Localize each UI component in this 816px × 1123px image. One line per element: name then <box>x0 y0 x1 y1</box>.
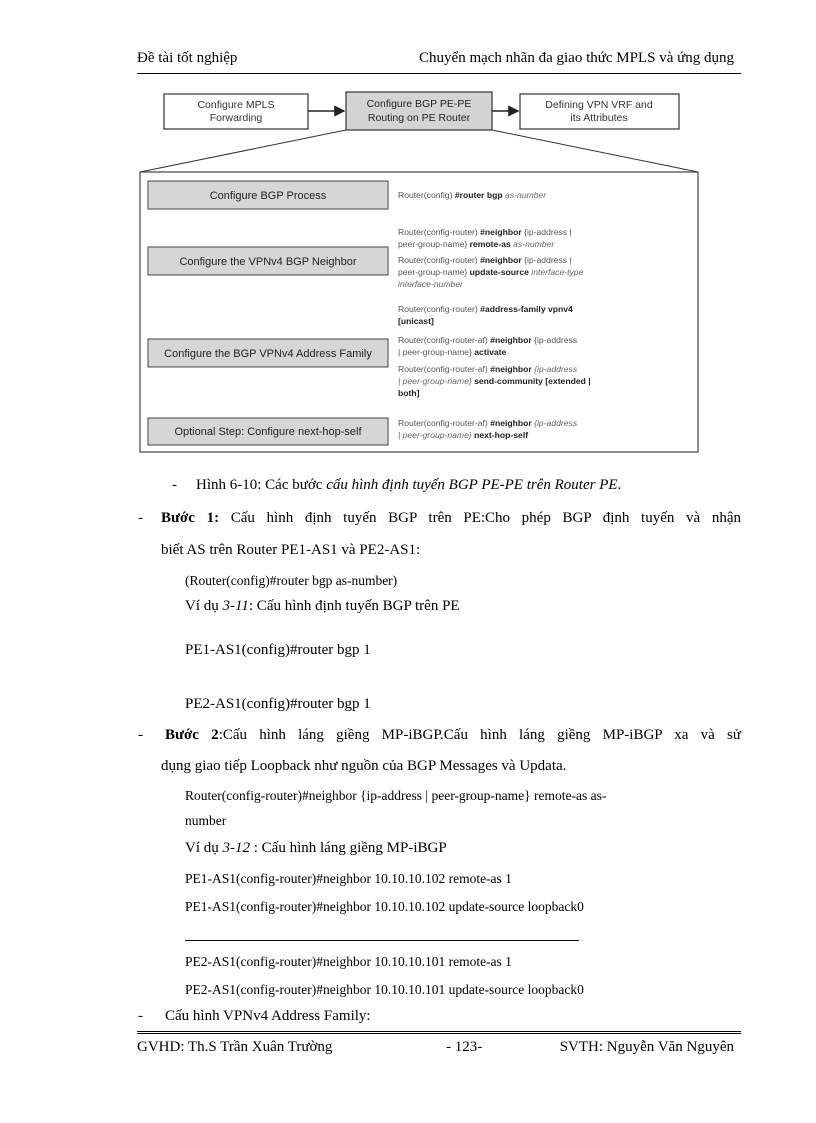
step-3-label: Configure the BGP VPNv4 Address Family <box>164 348 372 360</box>
cmd-both: both] <box>398 388 420 398</box>
cmd-neighbor-1: Router(config-router) #neighbor {ip-address | <box>398 227 572 237</box>
step1-line1: Bước 1: Cấu hình định tuyến BGP trên PE:Cho phép BGP định tuyến và nhận <box>161 510 741 526</box>
header-left-title: Đề tài tốt nghiệp <box>137 50 238 66</box>
example-3-12-line4: PE2-AS1(config-router)#neighbor 10.10.10.101 update-source loopback0 <box>185 982 584 997</box>
step-4-label: Optional Step: Configure next-hop-self <box>174 426 362 438</box>
funnel-left <box>140 130 346 172</box>
figure-caption: Hình 6-10: Các bước cấu hình định tuyến BGP PE-PE trên Router PE. <box>196 477 622 493</box>
cmd-interface-number: interface-number <box>398 279 463 289</box>
footer-right: SVTH: Nguyễn Văn Nguyên <box>559 1039 734 1055</box>
example-3-11: Ví dụ 3-11: Cấu hình định tuyến BGP trên PE <box>185 598 460 614</box>
example-3-11-line1: PE1-AS1(config)#router bgp 1 <box>185 642 371 658</box>
step2-command-line1: Router(config-router)#neighbor {ip-address | peer-group-name} remote-as as- <box>185 788 607 803</box>
step2-line1: Bước 2:Cấu hình láng giềng MP-iBGP.Cấu hình láng giềng MP-iBGP xa và sử <box>165 727 741 743</box>
cmd-af-neighbor-3: Router(config-router-af) #neighbor {ip-address <box>398 418 578 428</box>
top-box-1-line1: Configure MPLS <box>197 99 275 111</box>
cmd-activate: | peer-group-name} activate <box>398 347 507 357</box>
step3-line1: Cấu hình VPNv4 Address Family: <box>165 1008 371 1024</box>
bullet-dash: - <box>138 727 143 743</box>
cmd-router-bgp: Router(config) #router bgp as-number <box>398 190 547 200</box>
cmd-next-hop-self: | peer-group-name} next-hop-self <box>398 430 529 440</box>
header-right-title: Chuyển mạch nhãn đa giao thức MPLS và ứng dụng <box>419 50 734 66</box>
figure-bgp-steps <box>136 83 702 457</box>
cmd-af-neighbor-2: Router(config-router-af) #neighbor {ip-address <box>398 364 578 374</box>
example-3-12: Ví dụ 3-12 : Cấu hình láng giềng MP-iBGP <box>185 840 447 856</box>
figure-diagram <box>136 83 702 457</box>
top-box-3-line2: its Attributes <box>570 112 628 124</box>
cmd-send-community: | peer-group-name} send-community [extended | <box>398 376 591 386</box>
cmd-address-family: Router(config-router) #address-family vpnv4 <box>398 304 573 314</box>
example-3-12-line3: PE2-AS1(config-router)#neighbor 10.10.10.101 remote-as 1 <box>185 954 512 969</box>
step1-line2: biết AS trên Router PE1-AS1 và PE2-AS1: <box>161 542 421 558</box>
footer-page-number: - 123- <box>446 1039 483 1055</box>
step1-command: (Router(config)#router bgp as-number) <box>185 573 398 588</box>
cmd-neighbor-2: Router(config-router) #neighbor {ip-address | <box>398 255 572 265</box>
step2-line2: dụng giao tiếp Loopback như nguồn của BGP Messages và Updata. <box>161 758 567 774</box>
separator-line <box>185 940 579 941</box>
top-box-2-line1: Configure BGP PE-PE <box>366 98 472 110</box>
top-box-2-line2: Routing on PE Router <box>367 112 471 124</box>
header-rule <box>137 73 741 74</box>
cmd-remote-as: peer-group-name} remote-as as-number <box>398 239 555 249</box>
example-3-12-line1: PE1-AS1(config-router)#neighbor 10.10.10.102 remote-as 1 <box>185 871 512 886</box>
step-2-label: Configure the VPNv4 BGP Neighbor <box>179 256 357 268</box>
step2-command-line2: number <box>185 813 227 828</box>
footer-left: GVHD: Th.S Trần Xuân Trường <box>137 1039 333 1055</box>
cmd-unicast: [unicast] <box>398 316 434 326</box>
cmd-update-source: peer-group-name} update-source interface-type <box>398 267 584 277</box>
bullet-dash: - <box>138 1008 143 1024</box>
bullet-dash: - <box>138 510 143 526</box>
funnel-right <box>492 130 698 172</box>
cmd-af-neighbor-1: Router(config-router-af) #neighbor {ip-address <box>398 335 578 345</box>
top-box-3-line1: Defining VPN VRF and <box>545 99 653 111</box>
footer-rule <box>137 1031 741 1034</box>
example-3-11-line2: PE2-AS1(config)#router bgp 1 <box>185 696 371 712</box>
step-1-label: Configure BGP Process <box>209 190 327 202</box>
top-box-1-line2: Forwarding <box>209 112 263 124</box>
figure-caption-dash: - <box>172 477 177 493</box>
example-3-12-line2: PE1-AS1(config-router)#neighbor 10.10.10.102 update-source loopback0 <box>185 899 584 914</box>
